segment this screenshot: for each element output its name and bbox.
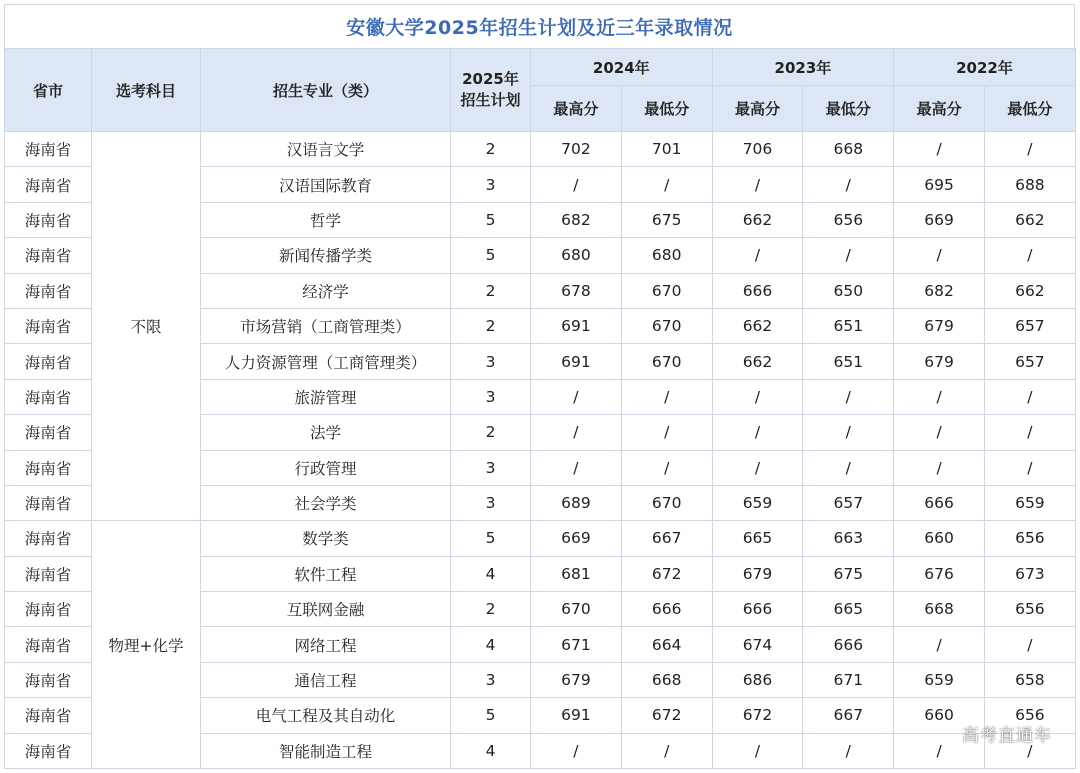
score-2022-min: / xyxy=(984,238,1075,273)
score-2024-min: 668 xyxy=(621,662,712,697)
table-title: 安徽大学2025年招生计划及近三年录取情况 xyxy=(4,4,1075,48)
score-2024-min: / xyxy=(621,415,712,450)
province-cell: 海南省 xyxy=(5,450,92,485)
province-cell: 海南省 xyxy=(5,202,92,237)
plan-cell: 5 xyxy=(451,521,531,556)
plan-cell: 3 xyxy=(451,379,531,414)
major-cell: 哲学 xyxy=(201,202,451,237)
score-2023-max: 662 xyxy=(712,202,803,237)
table-row xyxy=(5,521,1076,556)
major-cell: 市场营销（工商管理类） xyxy=(201,308,451,343)
score-2023-min: 650 xyxy=(803,273,894,308)
score-2024-min: / xyxy=(621,450,712,485)
score-2022-min: 662 xyxy=(984,202,1075,237)
major-cell: 汉语国际教育 xyxy=(201,167,451,202)
score-2022-min: 662 xyxy=(984,273,1075,308)
score-2022-min: 659 xyxy=(984,485,1075,520)
major-cell: 经济学 xyxy=(201,273,451,308)
score-2024-max: / xyxy=(531,450,622,485)
score-2023-min: 671 xyxy=(803,662,894,697)
score-2022-max: / xyxy=(894,379,985,414)
score-2023-max: 662 xyxy=(712,308,803,343)
score-2024-min: / xyxy=(621,379,712,414)
score-2022-max: 682 xyxy=(894,273,985,308)
score-2022-min: 656 xyxy=(984,592,1075,627)
score-2022-max: 660 xyxy=(894,521,985,556)
score-2022-min: 657 xyxy=(984,344,1075,379)
score-2023-min: 663 xyxy=(803,521,894,556)
score-2024-min: 670 xyxy=(621,308,712,343)
major-cell: 社会学类 xyxy=(201,485,451,520)
major-cell: 新闻传播学类 xyxy=(201,238,451,273)
table-body xyxy=(5,132,1076,769)
major-cell: 网络工程 xyxy=(201,627,451,662)
score-2022-max: 668 xyxy=(894,592,985,627)
header-2023-max: 最高分 xyxy=(712,86,803,132)
major-cell: 通信工程 xyxy=(201,662,451,697)
major-cell: 互联网金融 xyxy=(201,592,451,627)
score-2022-max: / xyxy=(894,415,985,450)
plan-cell: 5 xyxy=(451,202,531,237)
province-cell: 海南省 xyxy=(5,521,92,556)
score-2023-max: 679 xyxy=(712,556,803,591)
province-cell: 海南省 xyxy=(5,733,92,768)
score-2023-max: 659 xyxy=(712,485,803,520)
score-2024-min: 670 xyxy=(621,344,712,379)
score-2023-min: 667 xyxy=(803,698,894,733)
plan-cell: 4 xyxy=(451,556,531,591)
plan-cell: 3 xyxy=(451,167,531,202)
plan-cell: 2 xyxy=(451,415,531,450)
major-cell: 智能制造工程 xyxy=(201,733,451,768)
score-2023-max: 666 xyxy=(712,273,803,308)
score-2024-max: 678 xyxy=(531,273,622,308)
header-2024-max: 最高分 xyxy=(531,86,622,132)
score-2022-max: / xyxy=(894,132,985,167)
score-2022-max: 666 xyxy=(894,485,985,520)
header-2022-max: 最高分 xyxy=(894,86,985,132)
score-2022-min: / xyxy=(984,132,1075,167)
subject-cell: 不限 xyxy=(92,132,201,521)
score-2023-min: / xyxy=(803,238,894,273)
plan-cell: 4 xyxy=(451,627,531,662)
major-cell: 人力资源管理（工商管理类） xyxy=(201,344,451,379)
score-2024-max: / xyxy=(531,415,622,450)
major-cell: 行政管理 xyxy=(201,450,451,485)
score-2024-max: 691 xyxy=(531,344,622,379)
score-2023-max: / xyxy=(712,733,803,768)
score-2023-min: 651 xyxy=(803,344,894,379)
score-2023-min: / xyxy=(803,167,894,202)
score-2023-max: / xyxy=(712,167,803,202)
score-2023-min: 651 xyxy=(803,308,894,343)
score-2022-max: 660 xyxy=(894,698,985,733)
score-2022-min: 656 xyxy=(984,521,1075,556)
score-2024-max: 689 xyxy=(531,485,622,520)
header-2024-min: 最低分 xyxy=(621,86,712,132)
province-cell: 海南省 xyxy=(5,132,92,167)
admission-table xyxy=(4,48,1076,769)
plan-cell: 2 xyxy=(451,132,531,167)
subject-cell: 物理+化学 xyxy=(92,521,201,769)
score-2024-min: / xyxy=(621,167,712,202)
score-2022-min: / xyxy=(984,379,1075,414)
plan-cell: 3 xyxy=(451,662,531,697)
score-2022-min: 656 xyxy=(984,698,1075,733)
score-2024-min: 701 xyxy=(621,132,712,167)
major-cell: 旅游管理 xyxy=(201,379,451,414)
header-subject: 选考科目 xyxy=(92,49,201,132)
score-2023-min: 665 xyxy=(803,592,894,627)
province-cell: 海南省 xyxy=(5,662,92,697)
province-cell: 海南省 xyxy=(5,698,92,733)
score-2022-min: / xyxy=(984,450,1075,485)
score-2024-max: / xyxy=(531,733,622,768)
score-2022-max: 695 xyxy=(894,167,985,202)
score-2022-max: / xyxy=(894,627,985,662)
score-2023-min: / xyxy=(803,415,894,450)
province-cell: 海南省 xyxy=(5,485,92,520)
score-2024-max: 682 xyxy=(531,202,622,237)
score-2024-max: / xyxy=(531,167,622,202)
table-row xyxy=(5,132,1076,167)
score-2024-max: 670 xyxy=(531,592,622,627)
score-2022-min: 658 xyxy=(984,662,1075,697)
score-2022-max: 669 xyxy=(894,202,985,237)
plan-cell: 2 xyxy=(451,308,531,343)
score-2023-min: 666 xyxy=(803,627,894,662)
province-cell: 海南省 xyxy=(5,627,92,662)
plan-cell: 5 xyxy=(451,698,531,733)
header-plan-line1: 2025年 xyxy=(462,70,519,88)
score-2023-max: 672 xyxy=(712,698,803,733)
score-2022-min: 657 xyxy=(984,308,1075,343)
header-major: 招生专业（类） xyxy=(201,49,451,132)
header-year-2023: 2023年 xyxy=(712,49,894,86)
plan-cell: 3 xyxy=(451,450,531,485)
score-2023-min: 656 xyxy=(803,202,894,237)
score-2024-min: 680 xyxy=(621,238,712,273)
score-2022-max: 679 xyxy=(894,308,985,343)
score-2024-max: 669 xyxy=(531,521,622,556)
score-2023-max: / xyxy=(712,450,803,485)
score-2023-max: / xyxy=(712,238,803,273)
score-2022-max: 659 xyxy=(894,662,985,697)
score-2023-max: 662 xyxy=(712,344,803,379)
score-2023-min: / xyxy=(803,733,894,768)
major-cell: 汉语言文学 xyxy=(201,132,451,167)
score-2024-min: 670 xyxy=(621,485,712,520)
province-cell: 海南省 xyxy=(5,592,92,627)
province-cell: 海南省 xyxy=(5,556,92,591)
score-2022-min: 673 xyxy=(984,556,1075,591)
score-2024-max: 681 xyxy=(531,556,622,591)
province-cell: 海南省 xyxy=(5,344,92,379)
score-2022-min: / xyxy=(984,415,1075,450)
score-2023-max: 665 xyxy=(712,521,803,556)
score-2022-min: / xyxy=(984,733,1075,768)
province-cell: 海南省 xyxy=(5,273,92,308)
score-2022-min: / xyxy=(984,627,1075,662)
plan-cell: 3 xyxy=(451,344,531,379)
score-2024-min: 672 xyxy=(621,698,712,733)
score-2024-max: 680 xyxy=(531,238,622,273)
major-cell: 电气工程及其自动化 xyxy=(201,698,451,733)
score-2024-max: 702 xyxy=(531,132,622,167)
score-2024-min: 675 xyxy=(621,202,712,237)
table-header xyxy=(5,49,1076,132)
major-cell: 软件工程 xyxy=(201,556,451,591)
province-cell: 海南省 xyxy=(5,415,92,450)
province-cell: 海南省 xyxy=(5,167,92,202)
score-2023-max: 706 xyxy=(712,132,803,167)
score-2024-max: 679 xyxy=(531,662,622,697)
plan-cell: 3 xyxy=(451,485,531,520)
header-year-2024: 2024年 xyxy=(531,49,713,86)
score-2022-max: 679 xyxy=(894,344,985,379)
major-cell: 数学类 xyxy=(201,521,451,556)
score-2024-max: 671 xyxy=(531,627,622,662)
province-cell: 海南省 xyxy=(5,379,92,414)
watermark: 高考直通车 xyxy=(962,726,1052,746)
header-2023-min: 最低分 xyxy=(803,86,894,132)
score-2023-min: 675 xyxy=(803,556,894,591)
score-2023-min: 668 xyxy=(803,132,894,167)
province-cell: 海南省 xyxy=(5,238,92,273)
score-2024-min: 664 xyxy=(621,627,712,662)
score-2022-min: 688 xyxy=(984,167,1075,202)
header-province: 省市 xyxy=(5,49,92,132)
score-2023-max: / xyxy=(712,379,803,414)
score-2024-min: 672 xyxy=(621,556,712,591)
score-2023-min: 657 xyxy=(803,485,894,520)
score-2024-max: 691 xyxy=(531,698,622,733)
score-2023-max: 674 xyxy=(712,627,803,662)
score-2023-max: 666 xyxy=(712,592,803,627)
header-2022-min: 最低分 xyxy=(984,86,1075,132)
score-2022-max: / xyxy=(894,238,985,273)
score-2024-min: / xyxy=(621,733,712,768)
score-2023-max: 686 xyxy=(712,662,803,697)
plan-cell: 2 xyxy=(451,592,531,627)
plan-cell: 2 xyxy=(451,273,531,308)
header-plan xyxy=(451,49,531,132)
province-cell: 海南省 xyxy=(5,308,92,343)
score-2023-max: / xyxy=(712,415,803,450)
score-2024-min: 667 xyxy=(621,521,712,556)
score-2024-max: 691 xyxy=(531,308,622,343)
score-2024-min: 666 xyxy=(621,592,712,627)
header-plan-line2: 招生计划 xyxy=(460,91,521,109)
score-2022-max: / xyxy=(894,733,985,768)
plan-cell: 4 xyxy=(451,733,531,768)
plan-cell: 5 xyxy=(451,238,531,273)
score-2023-min: / xyxy=(803,379,894,414)
header-year-2022: 2022年 xyxy=(894,49,1076,86)
score-2022-max: / xyxy=(894,450,985,485)
score-2023-min: / xyxy=(803,450,894,485)
score-2024-min: 670 xyxy=(621,273,712,308)
major-cell: 法学 xyxy=(201,415,451,450)
score-2024-max: / xyxy=(531,379,622,414)
score-2022-max: 676 xyxy=(894,556,985,591)
